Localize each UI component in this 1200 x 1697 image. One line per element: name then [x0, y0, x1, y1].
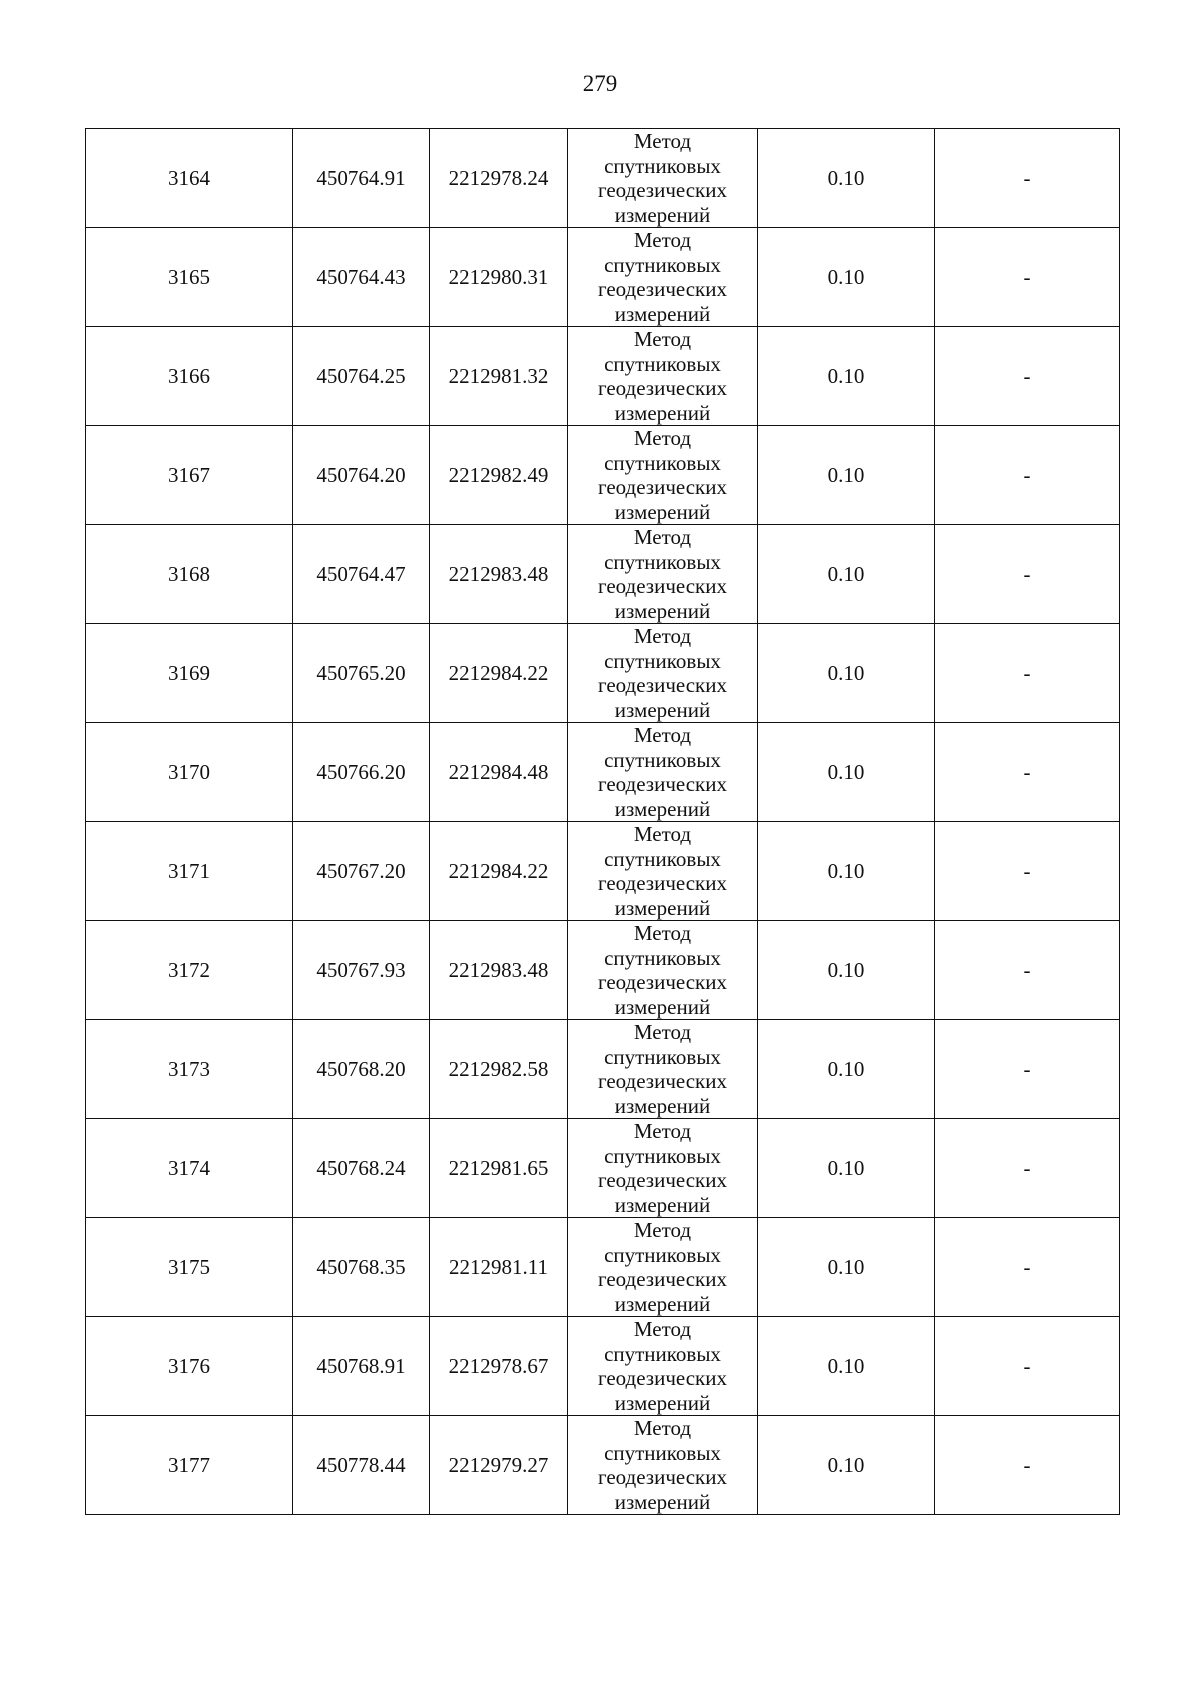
x-coordinate-cell: 450768.91	[293, 1317, 430, 1416]
method-cell	[568, 327, 758, 426]
table-row	[86, 1317, 1120, 1416]
method-text-line: спутниковых	[604, 1044, 721, 1069]
coordinates-table-body	[86, 129, 1120, 1515]
method-text-line: спутниковых	[604, 153, 721, 178]
table-row	[86, 228, 1120, 327]
x-coordinate-cell: 450764.20	[293, 426, 430, 525]
coordinates-table	[85, 128, 1120, 1515]
x-coordinate-cell: 450766.20	[293, 723, 430, 822]
note-cell: -	[935, 822, 1120, 921]
method-text-line: Метод	[633, 1119, 692, 1143]
accuracy-cell: 0.10	[758, 921, 935, 1020]
note-cell: -	[935, 1119, 1120, 1218]
note-cell: -	[935, 1218, 1120, 1317]
method-text-line: геодезических	[597, 1465, 727, 1489]
y-coordinate-cell: 2212980.31	[430, 228, 568, 327]
method-text-line: Метод	[633, 1317, 692, 1341]
method-cell	[568, 228, 758, 327]
method-text-line: спутниковых	[604, 351, 721, 376]
method-text-line: измерений	[614, 1390, 711, 1415]
table-row	[86, 1119, 1120, 1218]
method-text-line: измерений	[614, 499, 711, 524]
method-cell	[568, 1416, 758, 1515]
note-cell: -	[935, 327, 1120, 426]
accuracy-cell: 0.10	[758, 1416, 935, 1515]
method-text-line: измерений	[614, 202, 711, 227]
note-cell: -	[935, 525, 1120, 624]
method-text-line: Метод	[633, 1416, 692, 1440]
y-coordinate-cell: 2212981.32	[430, 327, 568, 426]
x-coordinate-cell: 450765.20	[293, 624, 430, 723]
method-cell	[568, 1218, 758, 1317]
table-row	[86, 822, 1120, 921]
table-row	[86, 129, 1120, 228]
point-number-cell: 3169	[86, 624, 293, 723]
note-cell: -	[935, 624, 1120, 723]
method-text-line: геодезических	[597, 1267, 727, 1291]
table-row	[86, 1218, 1120, 1317]
method-cell	[568, 1119, 758, 1218]
accuracy-cell: 0.10	[758, 426, 935, 525]
method-text-line: измерений	[614, 400, 711, 425]
y-coordinate-cell: 2212981.65	[430, 1119, 568, 1218]
method-cell	[568, 426, 758, 525]
method-cell	[568, 525, 758, 624]
note-cell: -	[935, 1020, 1120, 1119]
method-text-line: Метод	[633, 1218, 692, 1242]
method-cell	[568, 1020, 758, 1119]
accuracy-cell: 0.10	[758, 1119, 935, 1218]
accuracy-cell: 0.10	[758, 1218, 935, 1317]
point-number-cell: 3170	[86, 723, 293, 822]
point-number-cell: 3172	[86, 921, 293, 1020]
method-text-line: спутниковых	[604, 1440, 721, 1465]
method-text-line: измерений	[614, 1192, 711, 1217]
method-text-line: Метод	[633, 228, 692, 252]
method-text-line: Метод	[633, 525, 692, 549]
method-cell	[568, 723, 758, 822]
point-number-cell: 3174	[86, 1119, 293, 1218]
method-text-line: геодезических	[597, 871, 727, 895]
y-coordinate-cell: 2212984.22	[430, 822, 568, 921]
x-coordinate-cell: 450767.93	[293, 921, 430, 1020]
method-text-line: спутниковых	[604, 450, 721, 475]
method-text-line: измерений	[614, 1093, 711, 1118]
point-number-cell: 3167	[86, 426, 293, 525]
accuracy-cell: 0.10	[758, 129, 935, 228]
y-coordinate-cell: 2212984.48	[430, 723, 568, 822]
accuracy-cell: 0.10	[758, 525, 935, 624]
table-row	[86, 723, 1120, 822]
y-coordinate-cell: 2212982.49	[430, 426, 568, 525]
method-text-line: геодезических	[597, 1366, 727, 1390]
note-cell: -	[935, 129, 1120, 228]
y-coordinate-cell: 2212978.67	[430, 1317, 568, 1416]
x-coordinate-cell: 450768.20	[293, 1020, 430, 1119]
method-text-line: спутниковых	[604, 549, 721, 574]
page-number: 279	[582, 71, 618, 96]
accuracy-cell: 0.10	[758, 723, 935, 822]
method-text-line: геодезических	[597, 178, 727, 202]
accuracy-cell: 0.10	[758, 624, 935, 723]
method-text-line: измерений	[614, 895, 711, 920]
note-cell: -	[935, 426, 1120, 525]
method-text-line: Метод	[633, 1020, 692, 1044]
method-text-line: геодезических	[597, 772, 727, 796]
note-cell: -	[935, 723, 1120, 822]
note-cell: -	[935, 921, 1120, 1020]
y-coordinate-cell: 2212983.48	[430, 525, 568, 624]
method-text-line: геодезических	[597, 970, 727, 994]
method-text-line: спутниковых	[604, 945, 721, 970]
point-number-cell: 3173	[86, 1020, 293, 1119]
method-text-line: спутниковых	[604, 648, 721, 673]
x-coordinate-cell: 450764.25	[293, 327, 430, 426]
method-text-line: Метод	[633, 624, 692, 648]
x-coordinate-cell: 450764.43	[293, 228, 430, 327]
method-text-line: спутниковых	[604, 252, 721, 277]
method-text-line: геодезических	[597, 376, 727, 400]
method-text-line: геодезических	[597, 1168, 727, 1192]
table-row	[86, 426, 1120, 525]
point-number-cell: 3168	[86, 525, 293, 624]
accuracy-cell: 0.10	[758, 1020, 935, 1119]
method-text-line: спутниковых	[604, 1143, 721, 1168]
method-text-line: измерений	[614, 697, 711, 722]
method-text-line: измерений	[614, 598, 711, 623]
method-text-line: спутниковых	[604, 1242, 721, 1267]
method-text-line: измерений	[614, 301, 711, 326]
y-coordinate-cell: 2212981.11	[430, 1218, 568, 1317]
point-number-cell: 3175	[86, 1218, 293, 1317]
method-text-line: геодезических	[597, 1069, 727, 1093]
y-coordinate-cell: 2212983.48	[430, 921, 568, 1020]
table-row	[86, 1416, 1120, 1515]
method-cell	[568, 822, 758, 921]
method-text-line: измерений	[614, 1489, 711, 1514]
method-text-line: Метод	[633, 723, 692, 747]
y-coordinate-cell: 2212984.22	[430, 624, 568, 723]
accuracy-cell: 0.10	[758, 228, 935, 327]
method-text-line: измерений	[614, 796, 711, 821]
y-coordinate-cell: 2212982.58	[430, 1020, 568, 1119]
point-number-cell: 3176	[86, 1317, 293, 1416]
point-number-cell: 3164	[86, 129, 293, 228]
method-cell	[568, 129, 758, 228]
table-row	[86, 525, 1120, 624]
method-text-line: Метод	[633, 822, 692, 846]
note-cell: -	[935, 1416, 1120, 1515]
point-number-cell: 3177	[86, 1416, 293, 1515]
method-text-line: геодезических	[597, 475, 727, 499]
method-text-line: спутниковых	[604, 846, 721, 871]
method-text-line: Метод	[633, 921, 692, 945]
y-coordinate-cell: 2212978.24	[430, 129, 568, 228]
y-coordinate-cell: 2212979.27	[430, 1416, 568, 1515]
x-coordinate-cell: 450768.35	[293, 1218, 430, 1317]
table-row	[86, 624, 1120, 723]
table-row	[86, 327, 1120, 426]
x-coordinate-cell: 450764.47	[293, 525, 430, 624]
accuracy-cell: 0.10	[758, 327, 935, 426]
method-text-line: геодезических	[597, 574, 727, 598]
method-text-line: геодезических	[597, 673, 727, 697]
accuracy-cell: 0.10	[758, 1317, 935, 1416]
point-number-cell: 3166	[86, 327, 293, 426]
method-cell	[568, 624, 758, 723]
x-coordinate-cell: 450768.24	[293, 1119, 430, 1218]
table-row	[86, 921, 1120, 1020]
method-text-line: спутниковых	[604, 747, 721, 772]
note-cell: -	[935, 228, 1120, 327]
x-coordinate-cell: 450767.20	[293, 822, 430, 921]
point-number-cell: 3171	[86, 822, 293, 921]
table-row	[86, 1020, 1120, 1119]
note-cell: -	[935, 1317, 1120, 1416]
method-cell	[568, 1317, 758, 1416]
x-coordinate-cell: 450764.91	[293, 129, 430, 228]
method-cell	[568, 921, 758, 1020]
method-text-line: Метод	[633, 129, 692, 153]
method-text-line: измерений	[614, 1291, 711, 1316]
method-text-line: Метод	[633, 426, 692, 450]
method-text-line: спутниковых	[604, 1341, 721, 1366]
accuracy-cell: 0.10	[758, 822, 935, 921]
method-text-line: измерений	[614, 994, 711, 1019]
method-text-line: геодезических	[597, 277, 727, 301]
x-coordinate-cell: 450778.44	[293, 1416, 430, 1515]
method-text-line: Метод	[633, 327, 692, 351]
point-number-cell: 3165	[86, 228, 293, 327]
